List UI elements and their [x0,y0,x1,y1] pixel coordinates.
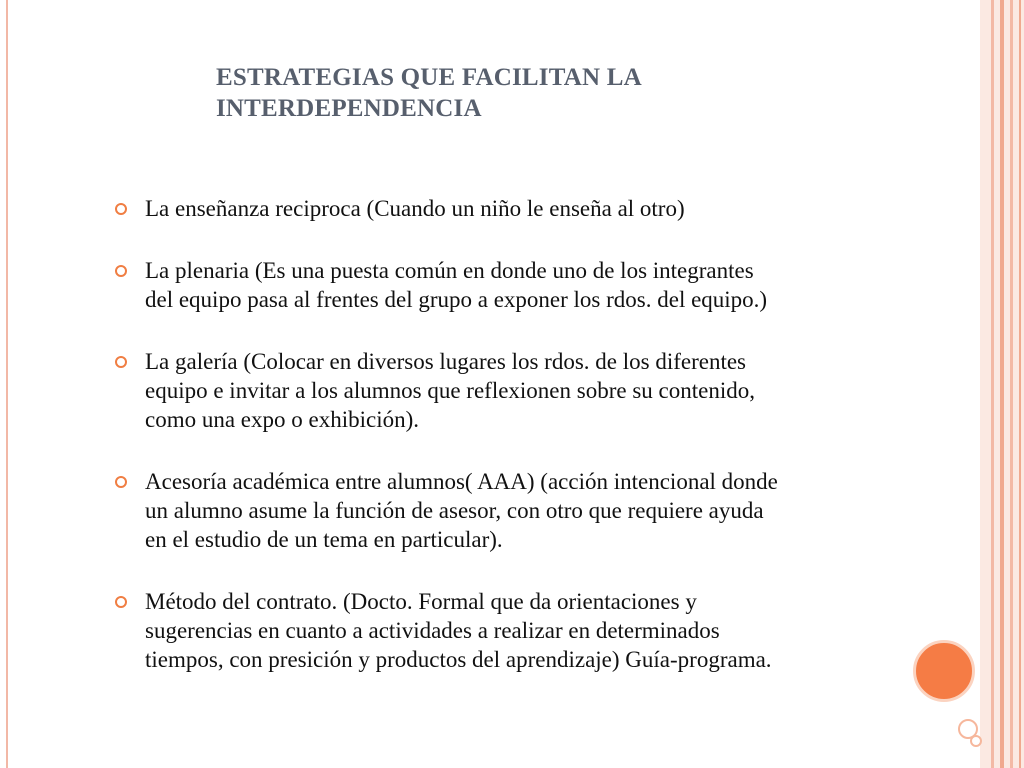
tiny-circle-decoration [970,735,982,747]
ring-bullet-icon [115,265,127,277]
bullet-text-line: equipo e invitar a los alumnos que reflexionen sobre su contenido, [145,378,755,403]
bullet-item [112,467,992,554]
bullet-text-line: La plenaria (Es una puesta común en donde uno de los integrantes [145,258,754,283]
bullet-text-line: un alumno asume la función de asesor, con otro que requiere ayuda [145,498,764,523]
right-stripe [1019,0,1021,768]
bullet-item [112,194,992,223]
slide-title [216,62,916,124]
bullet-text-line: La enseñanza reciproca (Cuando un niño le enseña al otro) [145,196,685,221]
right-stripe [1000,0,1004,768]
slide-title-line: INTERDEPENDENCIA [216,95,482,122]
ring-bullet-icon [115,203,127,215]
bullet-text-line: del equipo pasa al frentes del grupo a exponer los rdos. del equipo.) [145,287,768,312]
right-stripe [1010,0,1013,768]
bullet-text-line: en el estudio de un tema en particular). [145,527,503,552]
bullet-item [112,256,992,314]
bullet-text-line: sugerencias en cuanto a actividades a realizar en determinados [145,618,720,643]
bullet-text-line: como una expo o exhibición). [145,407,420,432]
bullet-list [112,194,992,707]
bullet-text-line: Método del contrato. (Docto. Formal que da orientaciones y [145,589,697,614]
bullet-text-line: Acesoría académica entre alumnos( AAA) (acción intencional donde [145,469,778,494]
bullet-text-line: tiempos, con presición y productos del aprendizaje) Guía-programa. [145,647,772,672]
left-border-line [6,0,8,768]
ring-bullet-icon [115,596,127,608]
ring-bullet-icon [115,476,127,488]
bullet-text-line: La galería (Colocar en diversos lugares los rdos. de los diferentes [145,349,746,374]
bullet-item [112,587,992,674]
ring-bullet-icon [115,356,127,368]
slide-title-line: ESTRATEGIAS QUE FACILITAN LA [216,64,642,91]
orange-circle-decoration [913,640,975,702]
bullet-item [112,347,992,434]
